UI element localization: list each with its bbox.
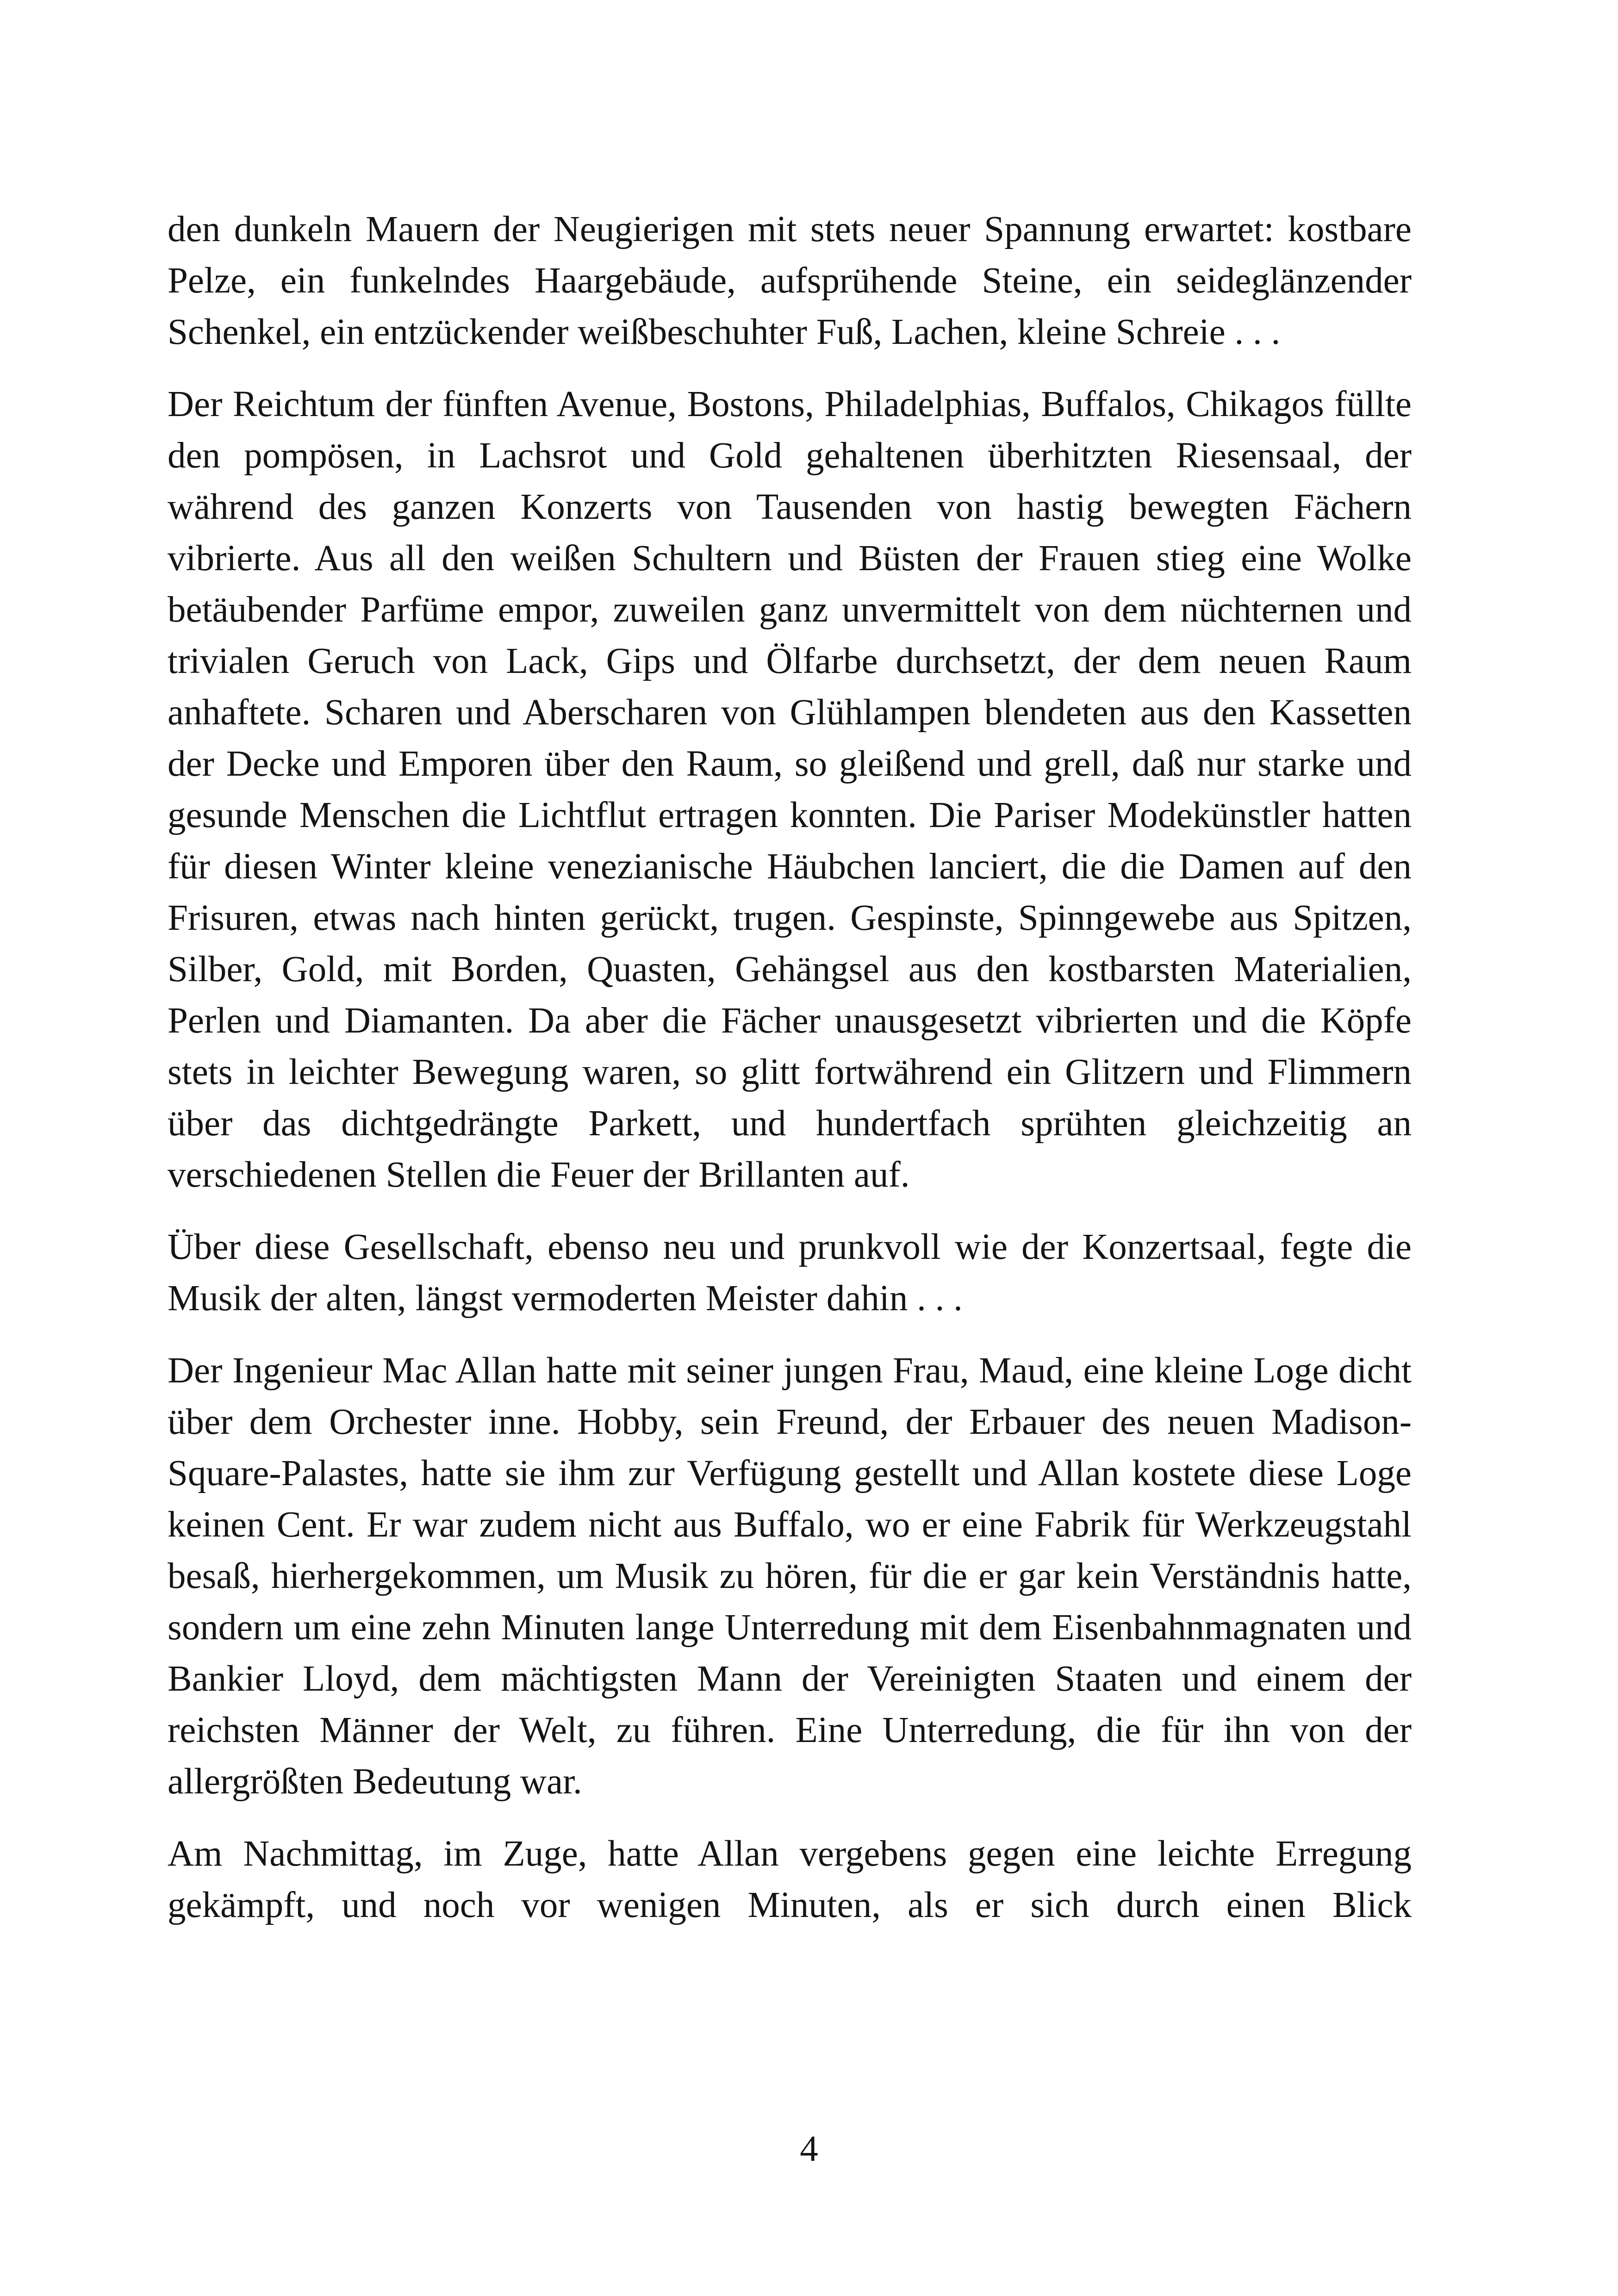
page-number: 4 xyxy=(800,2129,818,2169)
paragraph-1: den dunkeln Mauern der Neugierigen mit stets neuer Spannung erwartet: kostbare Pelze, ein funkelndes Haargebäude, aufsprühende Steine, ein seideglänzender Schenkel, ein entzückender weißbeschuhter Fuß, Lachen, kleine Schreie . . . xyxy=(168,209,1412,352)
paragraph-3: Über diese Gesellschaft, ebenso neu und prunkvoll wie der Konzertsaal, fegte die Musik der alten, längst vermoderten Meister dahin . . . xyxy=(168,1227,1412,1319)
paragraph-5: Am Nachmittag, im Zuge, hatte Allan vergebens gegen eine leichte Erregung gekämpft, und noch vor wenigen Minuten, als er sich durch einen Blick xyxy=(168,1834,1412,1925)
body-text xyxy=(168,204,1412,1952)
paragraph-2: Der Reichtum der fünften Avenue, Bostons, Philadelphias, Buffalos, Chikagos füllte den pompösen, in Lachsrot und Gold gehaltenen überhitzten Riesensaal, der während des ganzen Konzerts von Tausenden von hastig bewegten Fächern vibrierte. Aus all den weißen Schultern und Büsten der Frauen stieg eine Wolke betäubender Parfüme empor, zuweilen ganz unvermittelt von dem nüchternen und trivialen Geruch von Lack, Gips und Ölfarbe durchsetzt, der dem neuen Raum anhaftete. Scharen und Aberscharen von Glühlampen blendeten aus den Kassetten der Decke und Emporen über den Raum, so gleißend und grell, daß nur starke und gesunde Menschen die Lichtflut ertragen konnten. Die Pariser Modekünstler hatten für diesen Winter kleine venezianische Häubchen lanciert, die die Damen auf den Frisuren, etwas nach hinten gerückt, trugen. Gespinste, Spinngewebe aus Spitzen, Silber, Gold, mit Borden, Quasten, Gehängsel aus den kostbarsten Materialien, Perlen und Diamanten. Da aber die Fächer unausgesetzt vibrierten und die Köpfe stets in leichter Bewegung waren, so glitt fortwährend ein Glitzern und Flimmern über das dichtgedrängte Parkett, und hundertfach sprühten gleichzeitig an verschiedenen Stellen die Feuer der Brillanten auf. xyxy=(168,384,1412,1195)
paragraph-4: Der Ingenieur Mac Allan hatte mit seiner jungen Frau, Maud, eine kleine Loge dicht über dem Orchester inne. Hobby, sein Freund, der Erbauer des neuen Madison-Square-Palastes, hatte sie ihm zur Verfügung gestellt und Allan kostete diese Loge keinen Cent. Er war zudem nicht aus Buffalo, wo er eine Fabrik für Werkzeugstahl besaß, hierhergekommen, um Musik zu hören, für die er gar kein Verständnis hatte, sondern um eine zehn Minuten lange Unterredung mit dem Eisenbahnmagnaten und Bankier Lloyd, dem mächtigsten Mann der Vereinigten Staaten und einem der reichsten Männer der Welt, zu führen. Eine Unterredung, die für ihn von der allergrößten Bedeutung war. xyxy=(168,1350,1412,1802)
